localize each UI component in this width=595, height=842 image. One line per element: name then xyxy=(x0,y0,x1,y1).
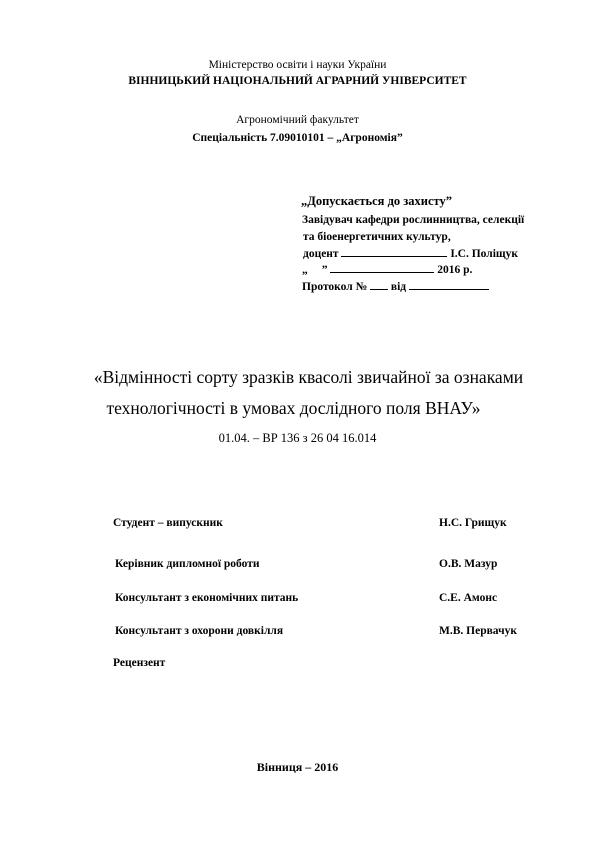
thesis-title-line-1: «Відмінності сорту зразків квасолі звичайної за ознаками xyxy=(93,367,524,387)
approval-date-line xyxy=(302,262,472,277)
head-name: І.С. Поліщук xyxy=(450,248,519,260)
name-student: Н.С. Грищук xyxy=(439,517,507,529)
date-close-quote: ” xyxy=(321,264,328,276)
approval-heading: „Допускається до захисту” xyxy=(301,194,453,208)
protocol-line xyxy=(302,279,489,294)
role-economics-consultant: Консультант з економічних питань xyxy=(115,592,299,604)
thesis-code: 01.04. – ВР 136 з 26 04 16.014 xyxy=(218,431,377,445)
faculty-name: Агрономічний факультет xyxy=(236,114,359,126)
name-supervisor: О.В. Мазур xyxy=(439,558,498,570)
thesis-title-line-2: технологічності в умовах дослідного поля ВНАУ» xyxy=(106,398,481,418)
approval-head-line xyxy=(303,246,518,261)
role-student: Студент – випускник xyxy=(113,517,223,529)
approval-line-1: Завідувач кафедри рослинництва, селекції xyxy=(302,214,525,226)
approval-line-2: та біоенергетичних культур, xyxy=(303,231,451,243)
role-reviewer: Рецензент xyxy=(113,657,166,669)
ministry-name: Міністерство освіти і науки України xyxy=(208,59,387,71)
head-position: доцент xyxy=(303,248,339,260)
specialty: Спеціальність 7.09010101 – „Агрономія” xyxy=(192,132,403,144)
protocol-prefix: Протокол № xyxy=(302,281,368,293)
university-name: ВІННИЦЬКИЙ НАЦІОНАЛЬНИЙ АГРАРНИЙ УНІВЕРСИТЕТ xyxy=(128,75,467,87)
name-ecology-consultant: М.В. Первачук xyxy=(439,625,517,637)
date-line xyxy=(330,262,434,273)
date-open-quote: „ xyxy=(302,264,308,276)
approval-year: 2016 р. xyxy=(437,264,473,276)
name-economics-consultant: С.Е. Амонс xyxy=(439,592,498,604)
role-supervisor: Керівник дипломної роботи xyxy=(115,558,260,570)
protocol-date-line xyxy=(409,279,489,290)
place-and-year: Вінниця – 2016 xyxy=(256,760,339,774)
signature-line xyxy=(341,246,447,257)
protocol-from: від xyxy=(390,281,407,293)
protocol-number-line xyxy=(370,279,388,290)
role-ecology-consultant: Консультант з охорони довкілля xyxy=(115,625,284,637)
